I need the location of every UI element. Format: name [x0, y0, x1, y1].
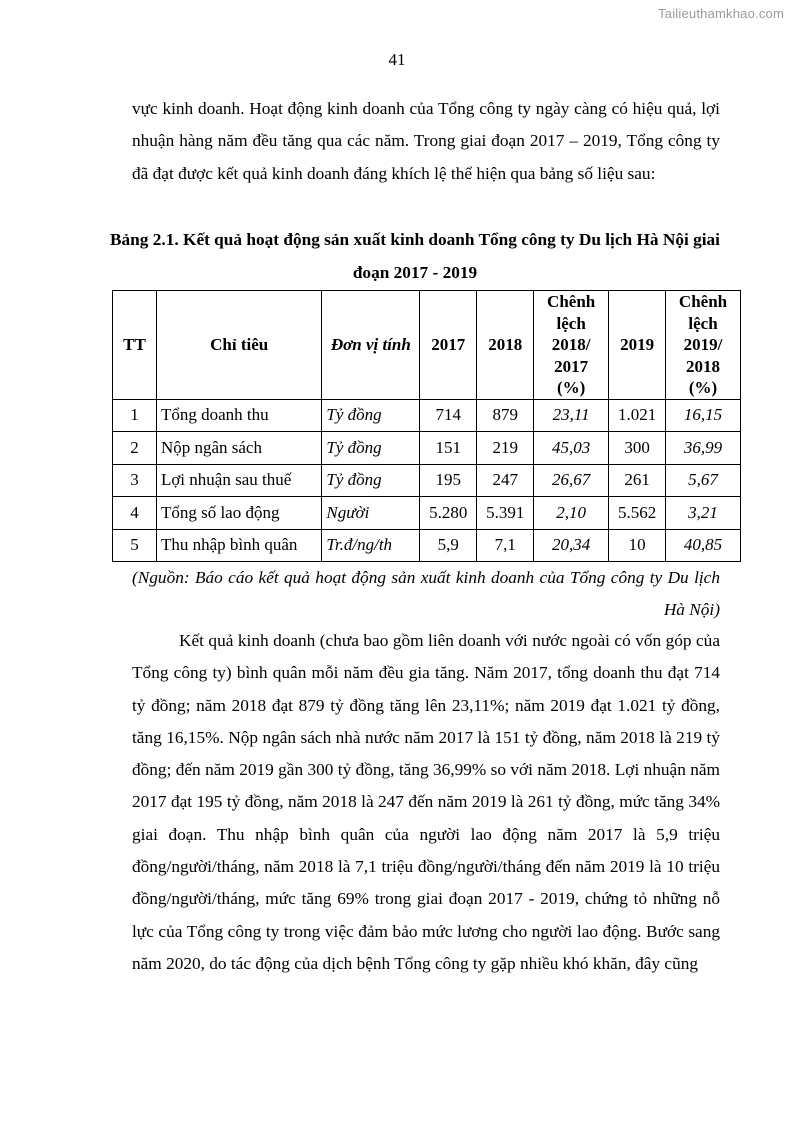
table-caption: Bảng 2.1. Kết quả hoạt động sản xuất kinh doanh Tổng công ty Du lịch Hà Nội giai đoạn 2017 - 2019 [110, 230, 720, 282]
intro-paragraph: vực kinh doanh. Hoạt động kinh doanh của Tổng công ty ngày càng có hiệu quả, lợi nhuận hàng năm đều tăng qua các năm. Trong giai đoạn 2017 – 2019, Tổng công ty đã đạt được kết quả kinh doanh đáng khích lệ thể hiện qua bảng số liệu sau: [132, 99, 720, 183]
cell-unit: Tỷ đồng [322, 464, 420, 497]
cell-2018: 219 [477, 432, 534, 465]
cell-unit: Người [322, 497, 420, 530]
header-2017: 2017 [420, 291, 477, 400]
table-row [113, 432, 741, 465]
table-row [113, 464, 741, 497]
cell-diff1: 26,67 [534, 464, 609, 497]
header-tt: TT [113, 291, 157, 400]
cell-tt: 3 [113, 464, 157, 497]
table-row [113, 399, 741, 432]
cell-indicator: Nộp ngân sách [156, 432, 321, 465]
cell-2017: 5.280 [420, 497, 477, 530]
cell-tt: 4 [113, 497, 157, 530]
cell-2018: 879 [477, 399, 534, 432]
cell-2017: 714 [420, 399, 477, 432]
cell-unit: Tỷ đồng [322, 399, 420, 432]
header-indicator: Chỉ tiêu [156, 291, 321, 400]
cell-diff1: 45,03 [534, 432, 609, 465]
cell-2018: 247 [477, 464, 534, 497]
cell-2019: 5.562 [609, 497, 666, 530]
cell-2019: 1.021 [609, 399, 666, 432]
header-2018: 2018 [477, 291, 534, 400]
cell-2017: 5,9 [420, 529, 477, 562]
cell-indicator: Lợi nhuận sau thuế [156, 464, 321, 497]
cell-2018: 7,1 [477, 529, 534, 562]
cell-tt: 2 [113, 432, 157, 465]
cell-diff2: 36,99 [666, 432, 741, 465]
table-header-row [113, 291, 741, 400]
cell-2019: 261 [609, 464, 666, 497]
cell-indicator: Tổng số lao động [156, 497, 321, 530]
header-unit: Đơn vị tính [322, 291, 420, 400]
cell-2018: 5.391 [477, 497, 534, 530]
source-note: (Nguồn: Báo cáo kết quả hoạt động sản xuất kinh doanh của Tổng công ty Du lịch Hà Nội) [132, 568, 720, 619]
cell-diff1: 2,10 [534, 497, 609, 530]
cell-diff2: 16,15 [666, 399, 741, 432]
cell-tt: 5 [113, 529, 157, 562]
watermark: Tailieuthamkhao.com [658, 6, 784, 21]
header-diff-2018-2017: Chênh lệch 2018/ 2017 (%) [534, 291, 609, 400]
cell-unit: Tr.đ/ng/th [322, 529, 420, 562]
cell-diff1: 23,11 [534, 399, 609, 432]
business-results-table [112, 290, 741, 562]
cell-diff2: 3,21 [666, 497, 741, 530]
cell-2019: 300 [609, 432, 666, 465]
cell-2019: 10 [609, 529, 666, 562]
cell-2017: 195 [420, 464, 477, 497]
cell-unit: Tỷ đồng [322, 432, 420, 465]
table-row [113, 529, 741, 562]
cell-diff1: 20,34 [534, 529, 609, 562]
cell-indicator: Tổng doanh thu [156, 399, 321, 432]
cell-tt: 1 [113, 399, 157, 432]
header-2019: 2019 [609, 291, 666, 400]
body-paragraph: Kết quả kinh doanh (chưa bao gồm liên doanh với nước ngoài có vốn góp của Tổng công ty) bình quân mỗi năm đều gia tăng. Năm 2017, tổng doanh thu đạt 714 tỷ đồng; năm 2018 đạt 879 tỷ đồng tăng lên 23,11%; năm 2019 đạt 1.021 tỷ đồng, tăng 16,15%. Nộp ngân sách nhà nước năm 2017 là 151 tỷ đồng, năm 2018 là 219 tỷ đồng; đến năm 2019 gần 300 tỷ đồng, tăng 36,99% so với năm 2018. Lợi nhuận năm 2017 đạt 195 tỷ đồng, năm 2018 là 247 đến năm 2019 là 261 tỷ đồng, mức tăng 34% giai đoạn. Thu nhập bình quân của người lao động năm 2017 là 5,9 triệu đồng/người/tháng, năm 2018 là 7,1 triệu đồng/người/tháng đến năm 2019 là 10 triệu đồng/người/tháng, mức tăng 69% trong giai đoạn 2017 - 2019, chứng tỏ những nỗ lực của Tổng công ty trong việc đảm bảo mức lương cho người lao động. Bước sang năm 2020, do tác động của dịch bệnh Tổng công ty gặp nhiều khó khăn, đây cũng [132, 631, 720, 973]
header-diff-2019-2018: Chênh lệch 2019/ 2018 (%) [666, 291, 741, 400]
cell-diff2: 40,85 [666, 529, 741, 562]
page-number: 41 [388, 50, 406, 69]
table-row [113, 497, 741, 530]
cell-diff2: 5,67 [666, 464, 741, 497]
cell-indicator: Thu nhập bình quân [156, 529, 321, 562]
cell-2017: 151 [420, 432, 477, 465]
